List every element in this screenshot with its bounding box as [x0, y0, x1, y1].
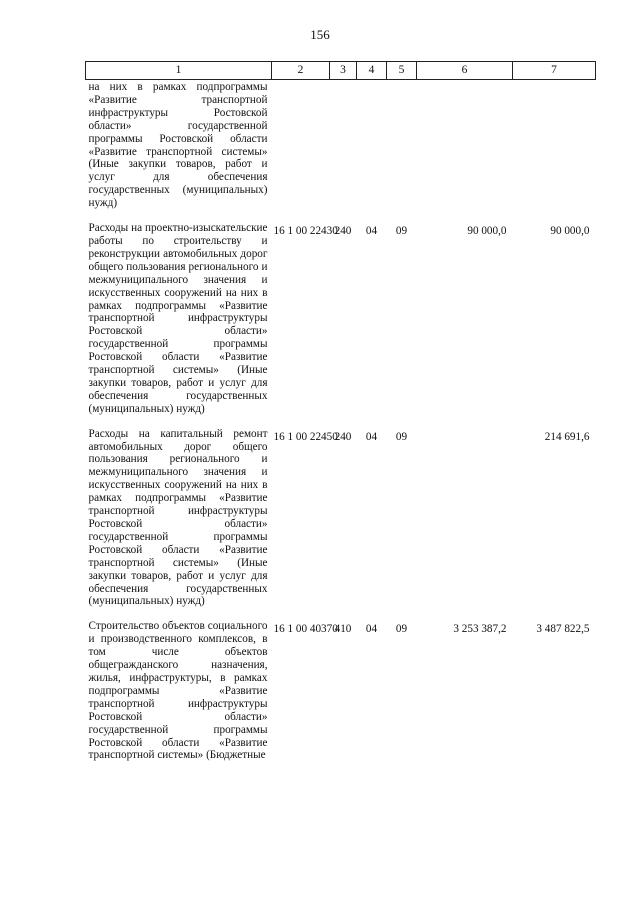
row-amount-2: 3 487 822,5	[536, 623, 590, 636]
row-description: Строительство объектов социального и производственного комплексов, в том числе объектов общегражданского назначения, жилья, инфраструктуры, в рамках подпрограммы «Развитие транспортной инфраструктуры Ростовской области» государственной программы Ростовской области «Развитие транспортной системы» (Бюджетные	[88, 620, 268, 762]
row-expense-type: 240	[334, 430, 352, 443]
row-expense-type: 410	[334, 623, 352, 636]
row-amount-1: 3 253 387,2	[453, 623, 507, 636]
row-section: 04	[365, 430, 378, 443]
row-subsection: 09	[395, 623, 408, 636]
row-amount-1	[417, 428, 513, 621]
row-amount-2: 214 691,6	[544, 430, 590, 443]
table-row	[86, 80, 596, 223]
row-amount-1	[417, 80, 513, 223]
row-description: Расходы на капитальный ремонт автомобильных дорог общего пользования регионального и межмуниципального значения и искусственных сооружений на них в рамках подпрограммы «Развитие транспортной инфраструктуры Ростовской области» государственной программы Ростовской области «Развитие транспортной системы» (Иные закупки товаров, работ и услуг для обеспечения государственных (муниципальных) нужд)	[88, 427, 268, 608]
page-number: 156	[310, 27, 330, 42]
row-subsection: 09	[395, 225, 408, 238]
row-amount-2	[513, 80, 596, 223]
column-header-1: 1	[86, 62, 272, 80]
column-header-5: 5	[387, 62, 417, 80]
row-subsection	[387, 80, 417, 223]
column-header-6: 6	[417, 62, 513, 80]
column-header-3: 3	[330, 62, 357, 80]
row-amount-1: 90 000,0	[467, 225, 507, 238]
row-expense-type: 240	[334, 225, 352, 238]
row-description: на них в рамках подпрограммы «Развитие транспортной инфраструктуры Ростовской области» государственной программы Ростовской области «Развитие транспортной системы» (Иные закупки товаров, работ и услуг для обеспечения государственных (муниципальных) нужд)	[88, 81, 268, 210]
column-header-2: 2	[272, 62, 330, 80]
budget-table	[85, 61, 596, 774]
column-header-7: 7	[513, 62, 596, 80]
row-target-code: 16 1 00 40370	[273, 623, 338, 636]
row-subsection: 09	[395, 430, 408, 443]
table-row	[86, 620, 596, 774]
row-section	[357, 80, 387, 223]
row-section: 04	[365, 225, 378, 238]
row-section: 04	[365, 623, 378, 636]
row-target-code	[272, 80, 330, 223]
table-header-row	[86, 62, 596, 80]
table-row	[86, 222, 596, 428]
row-target-code: 16 1 00 22450	[273, 430, 338, 443]
row-expense-type	[330, 80, 357, 223]
table-row	[86, 428, 596, 621]
column-header-4: 4	[357, 62, 387, 80]
row-target-code: 16 1 00 22430	[273, 225, 338, 238]
row-description: Расходы на проектно-изыскательские работы по строительству и реконструкции автомобильных дорог общего пользования регионального и межмуниципального значения и искусственных сооружений на них в рамках подпрограммы «Развитие транспортной инфраструктуры Ростовской области» государственной программы Ростовской области «Развитие транспортной системы» (Иные закупки товаров, работ и услуг для обеспечения государственных (муниципальных) нужд)	[88, 222, 268, 415]
row-amount-2: 90 000,0	[550, 225, 590, 238]
